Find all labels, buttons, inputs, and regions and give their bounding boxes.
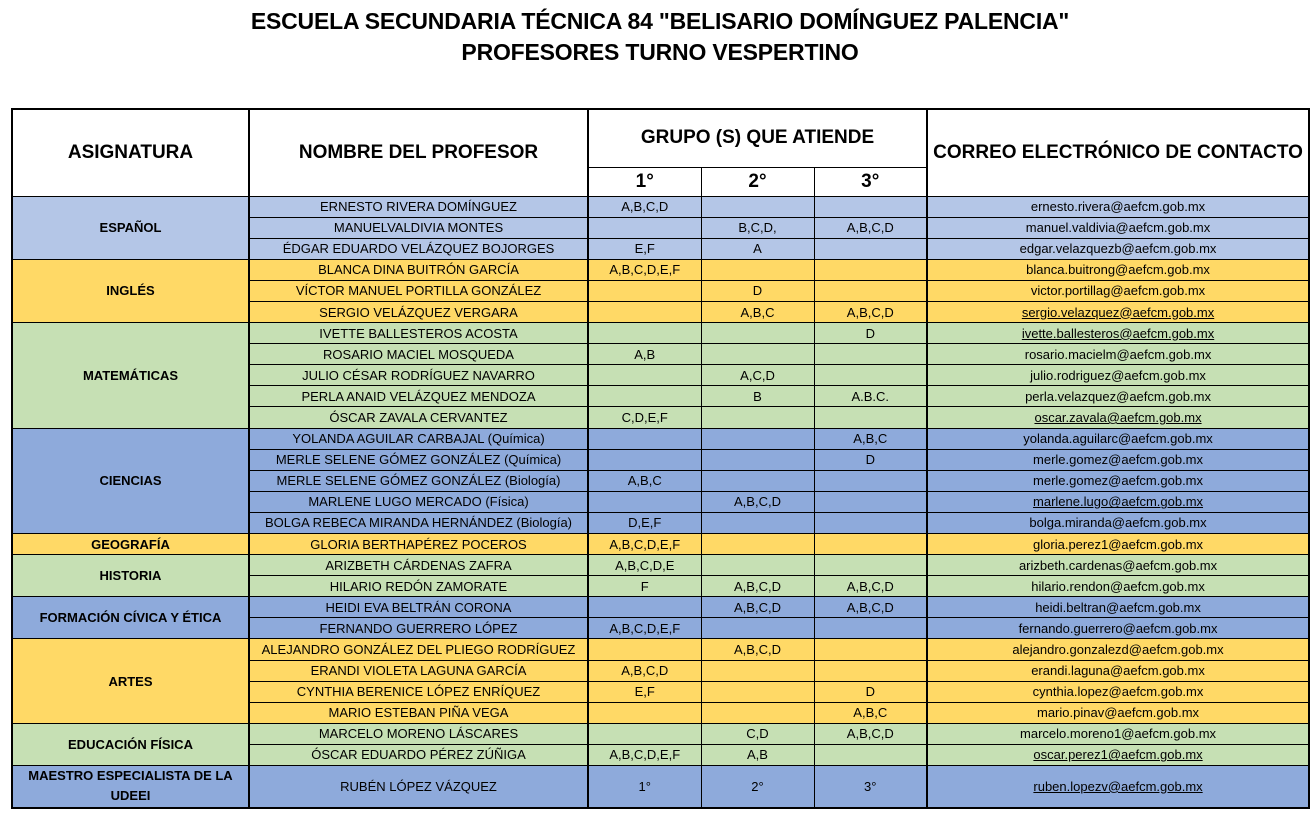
teacher-name: YOLANDA AGUILAR CARBAJAL (Química)	[249, 428, 588, 449]
email-cell	[927, 681, 1309, 702]
email-cell	[927, 470, 1309, 491]
email-link[interactable]: ruben.lopezv@aefcm.gob.mx	[1033, 778, 1203, 794]
grade-2-groups: A,B,C,D	[701, 597, 814, 618]
grade-3-groups	[814, 259, 927, 280]
grade-3-groups	[814, 470, 927, 491]
teacher-name: MARLENE LUGO MERCADO (Física)	[249, 491, 588, 512]
grade-1-groups	[588, 723, 701, 744]
grade-1-groups: A,B,C,D	[588, 660, 701, 681]
grade-2-groups: A,B,C,D	[701, 576, 814, 597]
email-text: victor.portillag@aefcm.gob.mx	[1030, 283, 1206, 299]
table-row	[12, 323, 1309, 344]
grade-2-groups: B	[701, 386, 814, 407]
teacher-name: ERANDI VIOLETA LAGUNA GARCÍA	[249, 660, 588, 681]
grade-1-groups: A,B,C	[588, 470, 701, 491]
grade-1-groups	[588, 702, 701, 723]
table-row	[12, 639, 1309, 660]
grade-1-groups	[588, 301, 701, 322]
grade-1-groups: A,B,C,D,E,F	[588, 618, 701, 639]
email-link[interactable]: oscar.perez1@aefcm.gob.mx	[1033, 747, 1203, 763]
grade-3-groups	[814, 491, 927, 512]
grade-3-groups	[814, 280, 927, 301]
subject-cell: ESPAÑOL	[12, 196, 249, 259]
grade-2-groups: A,B	[701, 744, 814, 765]
grade-1-groups	[588, 597, 701, 618]
email-text: blanca.buitrong@aefcm.gob.mx	[1026, 262, 1210, 278]
header-row	[12, 109, 1309, 167]
grade-3-groups	[814, 534, 927, 555]
email-cell	[927, 428, 1309, 449]
email-cell	[927, 555, 1309, 576]
subject-cell: CIENCIAS	[12, 428, 249, 533]
grade-2-groups	[701, 534, 814, 555]
email-text: bolga.miranda@aefcm.gob.mx	[1029, 515, 1207, 531]
teacher-name: SERGIO VELÁZQUEZ VERGARA	[249, 301, 588, 322]
grade-3-groups: A,B,C,D	[814, 597, 927, 618]
grade-2-groups: A,B,C,D	[701, 491, 814, 512]
subject-cell: EDUCACIÓN FÍSICA	[12, 723, 249, 765]
grade-1-groups	[588, 491, 701, 512]
grade-3-groups: A,B,C,D	[814, 723, 927, 744]
teacher-name: PERLA ANAID VELÁZQUEZ MENDOZA	[249, 386, 588, 407]
email-cell	[927, 280, 1309, 301]
teacher-name: MERLE SELENE GÓMEZ GONZÁLEZ (Química)	[249, 449, 588, 470]
grade-1-groups: A,B,C,D	[588, 196, 701, 217]
grade-2-groups	[701, 660, 814, 681]
teacher-name: JULIO CÉSAR RODRÍGUEZ NAVARRO	[249, 365, 588, 386]
header-email: CORREO ELECTRÓNICO DE CONTACTO	[927, 109, 1309, 196]
email-text: merle.gomez@aefcm.gob.mx	[1033, 473, 1204, 489]
grade-1-groups: D,E,F	[588, 512, 701, 533]
email-cell	[927, 217, 1309, 238]
email-text: merle.gomez@aefcm.gob.mx	[1033, 452, 1204, 468]
grade-2-groups	[701, 196, 814, 217]
teacher-name: ÓSCAR ZAVALA CERVANTEZ	[249, 407, 588, 428]
subject-name-line: MAESTRO ESPECIALISTA DE LA	[28, 768, 233, 784]
teacher-name: ÓSCAR EDUARDO PÉREZ ZÚÑIGA	[249, 744, 588, 765]
subject-cell: MATEMÁTICAS	[12, 323, 249, 428]
grade-3-groups	[814, 407, 927, 428]
email-link[interactable]: ivette.ballesteros@aefcm.gob.mx	[1021, 325, 1215, 341]
email-text: arizbeth.cardenas@aefcm.gob.mx	[1018, 557, 1218, 573]
email-cell	[927, 196, 1309, 217]
grade-1-groups: A,B,C,D,E,F	[588, 534, 701, 555]
email-cell	[927, 723, 1309, 744]
grade-2-groups	[701, 407, 814, 428]
teachers-table	[11, 108, 1310, 809]
teacher-name: HEIDI EVA BELTRÁN CORONA	[249, 597, 588, 618]
teacher-name: MARIO ESTEBAN PIÑA VEGA	[249, 702, 588, 723]
table-body	[12, 196, 1309, 808]
grade-1-groups: 1°	[588, 766, 701, 808]
grade-3-groups: A.B.C.	[814, 386, 927, 407]
grade-2-groups	[701, 618, 814, 639]
grade-3-groups	[814, 639, 927, 660]
subject-cell	[12, 766, 249, 808]
table-row	[12, 259, 1309, 280]
grade-2-groups: 2°	[701, 766, 814, 808]
email-cell	[927, 449, 1309, 470]
grade-3-groups: A,B,C	[814, 702, 927, 723]
grade-2-groups	[701, 259, 814, 280]
email-cell	[927, 702, 1309, 723]
email-cell	[927, 238, 1309, 259]
table-row	[12, 534, 1309, 555]
email-text: rosario.macielm@aefcm.gob.mx	[1024, 346, 1212, 362]
grade-1-groups: A,B,C,D,E,F	[588, 744, 701, 765]
email-cell[interactable]	[927, 323, 1309, 344]
table-row	[12, 555, 1309, 576]
email-cell	[927, 534, 1309, 555]
grade-2-groups	[701, 344, 814, 365]
grade-1-groups: E,F	[588, 238, 701, 259]
grade-2-groups	[701, 681, 814, 702]
grade-3-groups	[814, 365, 927, 386]
email-link[interactable]: sergio.velazquez@aefcm.gob.mx	[1021, 304, 1215, 320]
grade-3-groups: A,B,C	[814, 428, 927, 449]
teacher-name: ALEJANDRO GONZÁLEZ DEL PLIEGO RODRÍGUEZ	[249, 639, 588, 660]
grade-2-groups	[701, 470, 814, 491]
teacher-name: ERNESTO RIVERA DOMÍNGUEZ	[249, 196, 588, 217]
email-text: heidi.beltran@aefcm.gob.mx	[1035, 599, 1201, 615]
grade-2-groups: A	[701, 238, 814, 259]
grade-2-groups: D	[701, 280, 814, 301]
grade-1-groups: C,D,E,F	[588, 407, 701, 428]
teacher-name: MARCELO MORENO LÁSCARES	[249, 723, 588, 744]
header-groups: GRUPO (S) QUE ATIENDE	[588, 109, 927, 167]
header-teacher: NOMBRE DEL PROFESOR	[249, 109, 588, 196]
header-grade-3: 3°	[814, 167, 927, 196]
email-text: marcelo.moreno1@aefcm.gob.mx	[1020, 726, 1217, 742]
grade-3-groups	[814, 512, 927, 533]
table-row	[12, 723, 1309, 744]
email-cell	[927, 576, 1309, 597]
grade-2-groups: C,D	[701, 723, 814, 744]
grade-1-groups: F	[588, 576, 701, 597]
grade-1-groups	[588, 639, 701, 660]
email-text: perla.velazquez@aefcm.gob.mx	[1025, 388, 1211, 404]
grade-1-groups: A,B	[588, 344, 701, 365]
subject-cell: INGLÉS	[12, 259, 249, 322]
grade-3-groups	[814, 196, 927, 217]
grade-2-groups	[701, 449, 814, 470]
grade-3-groups: A,B,C,D	[814, 301, 927, 322]
teacher-name: ROSARIO MACIEL MOSQUEDA	[249, 344, 588, 365]
grade-3-groups	[814, 660, 927, 681]
subject-cell: ARTES	[12, 639, 249, 723]
email-cell[interactable]	[927, 407, 1309, 428]
grade-3-groups	[814, 618, 927, 639]
grade-1-groups	[588, 217, 701, 238]
table-row	[12, 766, 1309, 808]
grade-2-groups: B,C,D,	[701, 217, 814, 238]
grade-1-groups: A,B,C,D,E,F	[588, 259, 701, 280]
subject-cell: HISTORIA	[12, 555, 249, 597]
teacher-name: ARIZBETH CÁRDENAS ZAFRA	[249, 555, 588, 576]
email-text: fernando.guerrero@aefcm.gob.mx	[1018, 620, 1218, 636]
header-grade-2: 2°	[701, 167, 814, 196]
grade-3-groups	[814, 555, 927, 576]
email-text: mario.pinav@aefcm.gob.mx	[1037, 705, 1200, 721]
email-cell	[927, 618, 1309, 639]
email-link[interactable]: marlene.lugo@aefcm.gob.mx	[1033, 494, 1204, 510]
grade-1-groups	[588, 428, 701, 449]
subject-cell: FORMACIÓN CÍVICA Y ÉTICA	[12, 597, 249, 639]
teacher-name: MANUELVALDIVIA MONTES	[249, 217, 588, 238]
email-text: manuel.valdivia@aefcm.gob.mx	[1025, 220, 1211, 236]
grade-3-groups: D	[814, 449, 927, 470]
teacher-name: ÉDGAR EDUARDO VELÁZQUEZ BOJORGES	[249, 238, 588, 259]
email-cell[interactable]	[927, 766, 1309, 808]
email-text: cynthia.lopez@aefcm.gob.mx	[1032, 684, 1204, 700]
grade-3-groups: A,B,C,D	[814, 217, 927, 238]
grade-2-groups	[701, 555, 814, 576]
grade-2-groups	[701, 702, 814, 723]
grade-1-groups: A,B,C,D,E	[588, 555, 701, 576]
grade-2-groups	[701, 512, 814, 533]
teacher-name: MERLE SELENE GÓMEZ GONZÁLEZ (Biología)	[249, 470, 588, 491]
email-cell	[927, 365, 1309, 386]
grade-3-groups: 3°	[814, 766, 927, 808]
teacher-name: BOLGA REBECA MIRANDA HERNÁNDEZ (Biología)	[249, 512, 588, 533]
table-row	[12, 196, 1309, 217]
teacher-name: GLORIA BERTHAPÉREZ POCEROS	[249, 534, 588, 555]
email-cell	[927, 512, 1309, 533]
grade-3-groups: D	[814, 681, 927, 702]
email-text: hilario.rendon@aefcm.gob.mx	[1031, 578, 1205, 594]
grade-1-groups	[588, 449, 701, 470]
grade-1-groups	[588, 323, 701, 344]
email-cell	[927, 597, 1309, 618]
teacher-name: RUBÉN LÓPEZ VÁZQUEZ	[249, 766, 588, 808]
email-text: erandi.laguna@aefcm.gob.mx	[1031, 663, 1205, 679]
grade-3-groups	[814, 344, 927, 365]
grade-1-groups: E,F	[588, 681, 701, 702]
teacher-name: VÍCTOR MANUEL PORTILLA GONZÁLEZ	[249, 280, 588, 301]
email-cell	[927, 386, 1309, 407]
grade-1-groups	[588, 386, 701, 407]
teacher-name: IVETTE BALLESTEROS ACOSTA	[249, 323, 588, 344]
grade-3-groups: A,B,C,D	[814, 576, 927, 597]
teacher-name: BLANCA DINA BUITRÓN GARCÍA	[249, 259, 588, 280]
grade-2-groups: A,B,C,D	[701, 639, 814, 660]
grade-2-groups: A,C,D	[701, 365, 814, 386]
email-cell[interactable]	[927, 744, 1309, 765]
grade-2-groups: A,B,C	[701, 301, 814, 322]
header-grade-1: 1°	[588, 167, 701, 196]
grade-1-groups	[588, 280, 701, 301]
document-title	[0, 6, 1313, 68]
email-cell[interactable]	[927, 301, 1309, 322]
email-cell	[927, 660, 1309, 681]
teacher-name: CYNTHIA BERENICE LÓPEZ ENRÍQUEZ	[249, 681, 588, 702]
email-text: gloria.perez1@aefcm.gob.mx	[1033, 536, 1204, 552]
email-text: yolanda.aguilarc@aefcm.gob.mx	[1023, 431, 1213, 447]
email-cell[interactable]	[927, 491, 1309, 512]
email-text: alejandro.gonzalezd@aefcm.gob.mx	[1012, 642, 1224, 658]
email-cell	[927, 259, 1309, 280]
email-cell	[927, 344, 1309, 365]
table-row	[12, 428, 1309, 449]
school-name: ESCUELA SECUNDARIA TÉCNICA 84 "BELISARIO DOMÍNGUEZ PALENCIA"	[250, 8, 1070, 34]
teacher-name: FERNANDO GUERRERO LÓPEZ	[249, 618, 588, 639]
grade-1-groups	[588, 365, 701, 386]
header-subject: ASIGNATURA	[12, 109, 249, 196]
email-cell	[927, 639, 1309, 660]
teacher-name: HILARIO REDÓN ZAMORATE	[249, 576, 588, 597]
grade-2-groups	[701, 323, 814, 344]
grade-3-groups	[814, 238, 927, 259]
grade-3-groups: D	[814, 323, 927, 344]
email-text: ernesto.rivera@aefcm.gob.mx	[1030, 199, 1206, 215]
table-row	[12, 597, 1309, 618]
email-link[interactable]: oscar.zavala@aefcm.gob.mx	[1034, 409, 1202, 425]
subject-cell: GEOGRAFÍA	[12, 534, 249, 555]
shift-title: PROFESORES TURNO VESPERTINO	[461, 39, 859, 65]
grade-2-groups	[701, 428, 814, 449]
subject-name-line: UDEEI	[110, 788, 151, 804]
email-text: edgar.velazquezb@aefcm.gob.mx	[1019, 241, 1217, 257]
email-text: julio.rodriguez@aefcm.gob.mx	[1030, 367, 1206, 383]
grade-3-groups	[814, 744, 927, 765]
